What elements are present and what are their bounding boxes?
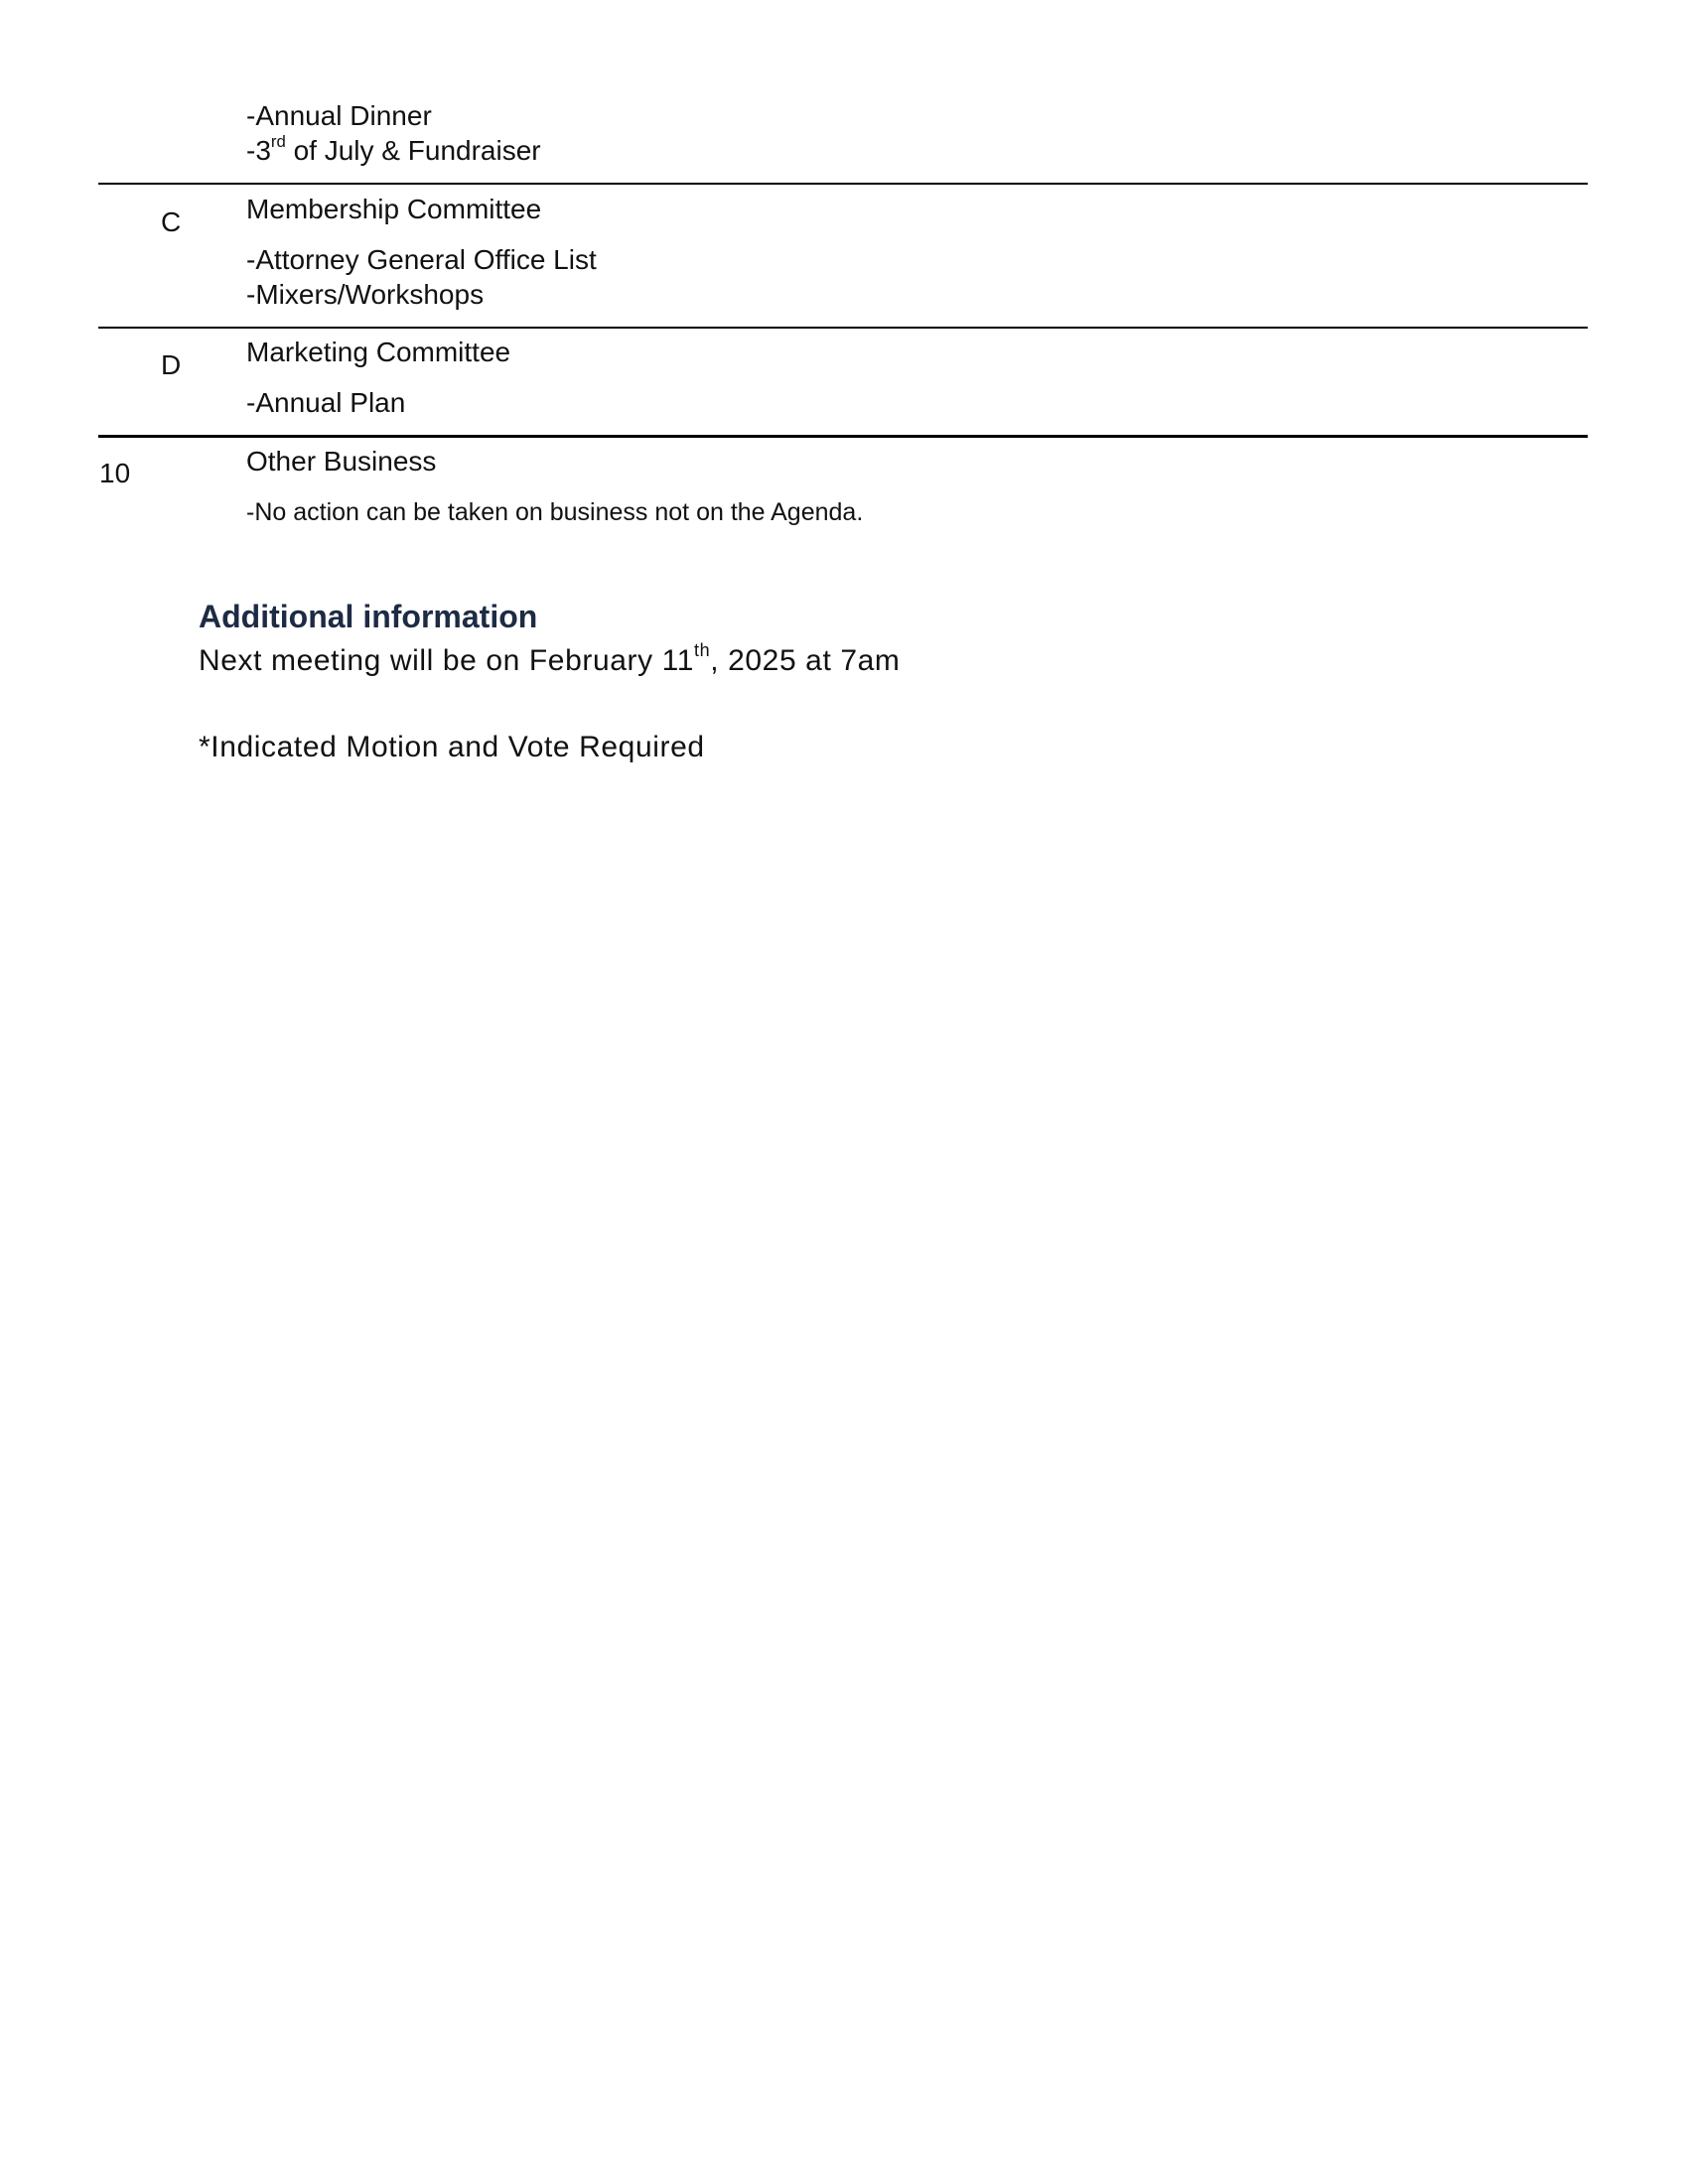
section-c-item: -Attorney General Office List xyxy=(246,244,597,275)
next-meeting-suffix: , 2025 at 7am xyxy=(710,644,901,677)
additional-info-heading: Additional information xyxy=(199,599,538,634)
july-suffix: of July & Fundraiser xyxy=(285,135,541,166)
next-meeting-sup: th xyxy=(694,640,711,661)
section-c-letter: C xyxy=(161,206,182,237)
item-10-title: Other Business xyxy=(246,446,437,477)
section-d-title: Marketing Committee xyxy=(246,337,511,367)
item-10-number: 10 xyxy=(99,458,131,488)
july-sup: rd xyxy=(270,132,286,152)
item-10-note: -No action can be taken on business not on the Agenda. xyxy=(246,498,864,526)
next-meeting-prefix: Next meeting will be on February 11 xyxy=(199,644,695,677)
row-divider xyxy=(98,183,1588,185)
section-d-letter: D xyxy=(161,349,182,380)
agenda-item-july-fundraiser xyxy=(246,134,541,168)
row-divider xyxy=(98,327,1588,329)
section-c-title: Membership Committee xyxy=(246,194,542,224)
row-divider xyxy=(98,435,1588,438)
july-prefix: -3 xyxy=(246,135,271,166)
next-meeting-text xyxy=(199,640,901,679)
section-d-item: -Annual Plan xyxy=(246,387,406,418)
section-c-item: -Mixers/Workshops xyxy=(246,279,485,310)
agenda-item-annual-dinner: -Annual Dinner xyxy=(246,100,432,131)
motion-footnote: *Indicated Motion and Vote Required xyxy=(199,731,705,763)
